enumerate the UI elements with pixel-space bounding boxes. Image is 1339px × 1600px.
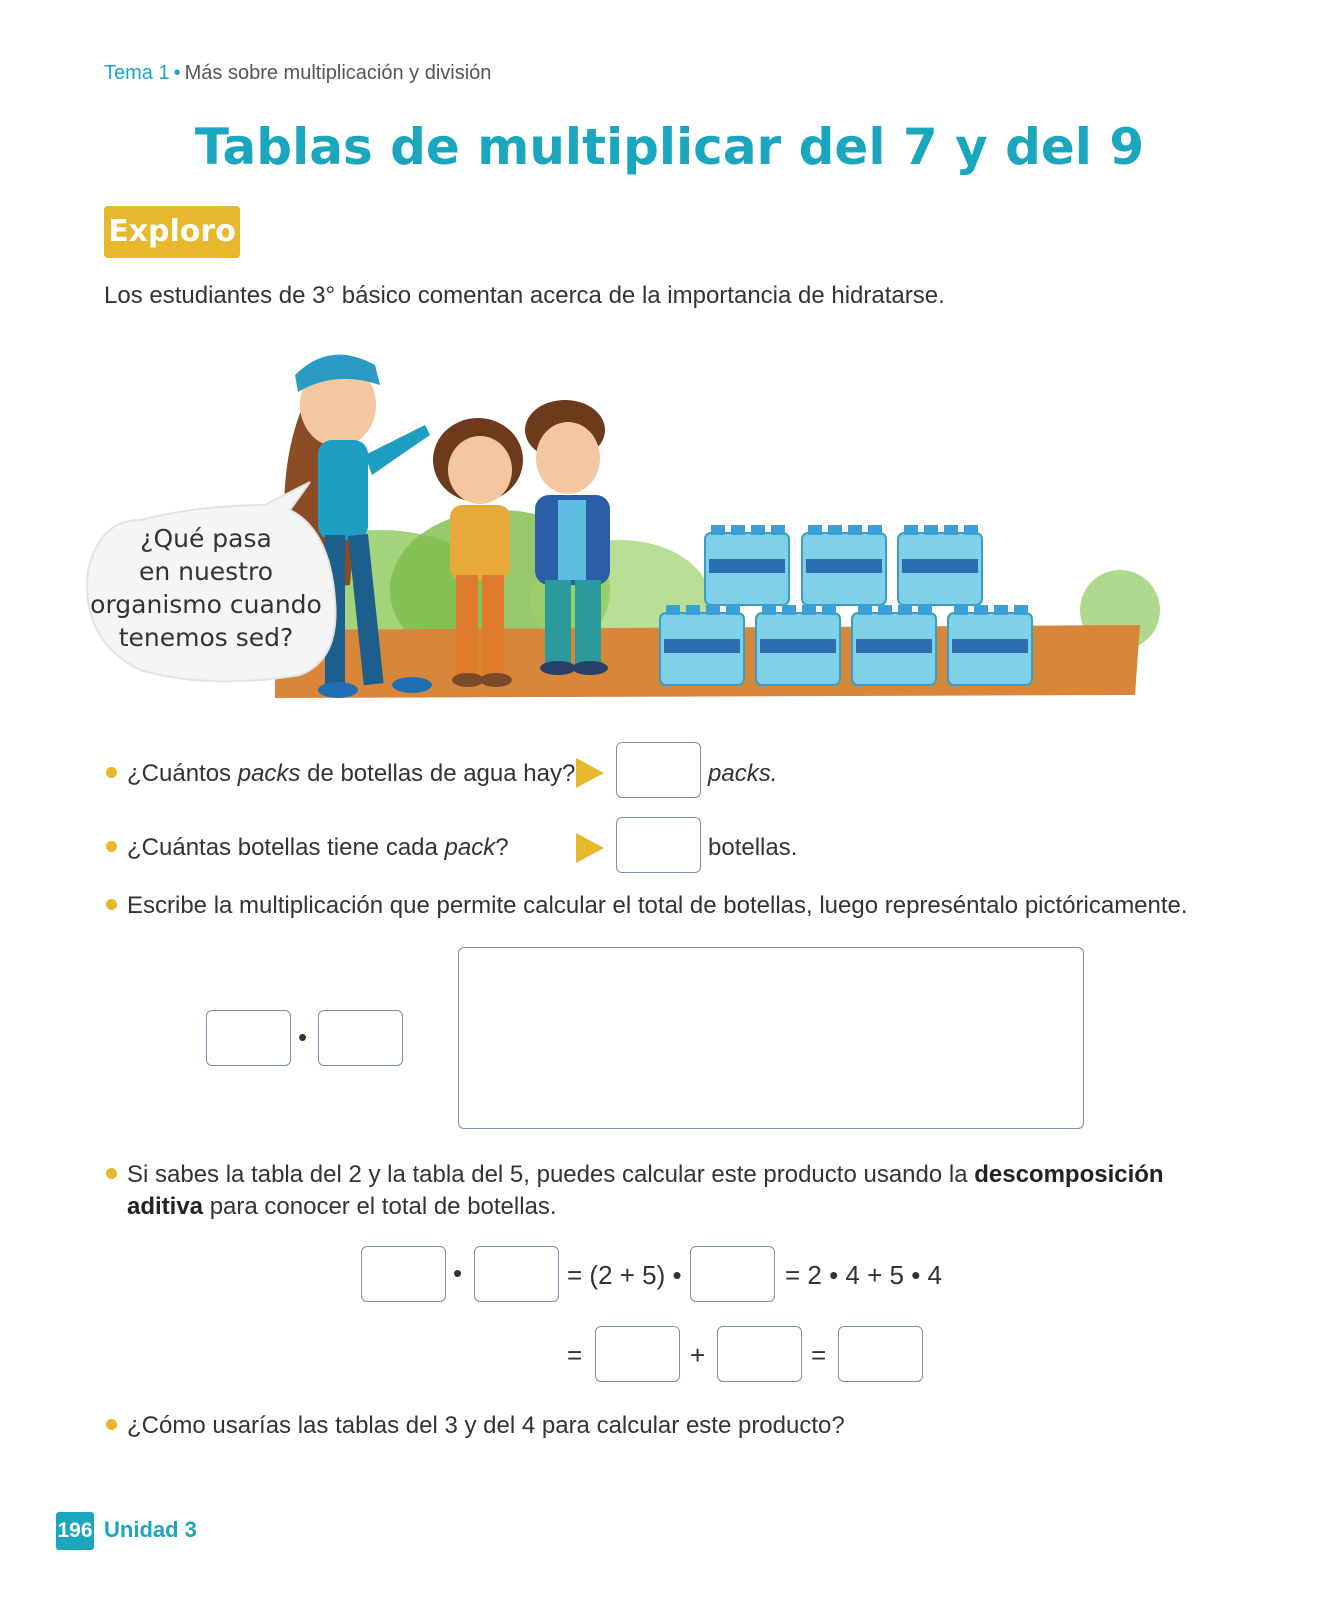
bullet-separator: • [173, 62, 181, 84]
question-bottles [106, 834, 509, 862]
question-italic: pack [444, 834, 496, 861]
answer-box-bottles[interactable] [616, 817, 701, 873]
question-bold: descomposición [974, 1161, 1164, 1188]
bullet-dot [106, 1419, 117, 1430]
bullet-dot [106, 841, 117, 852]
topic-breadcrumb [104, 62, 491, 85]
question-italic: packs [237, 760, 301, 787]
question-text: para conocer el total de botellas. [203, 1193, 557, 1220]
answer-box-packs[interactable] [616, 742, 701, 798]
equals-sign: = [567, 1340, 583, 1370]
factor-box-2[interactable] [318, 1010, 403, 1066]
mult-dot: • [298, 1022, 308, 1052]
bullet-dot [106, 1168, 117, 1179]
plus-sign: + [690, 1340, 706, 1370]
hydration-illustration [80, 330, 1190, 730]
speech-line-1: ¿Qué pasa [140, 524, 272, 553]
answer-unit: packs. [708, 760, 778, 787]
eq-box-4[interactable] [595, 1326, 680, 1382]
pack [756, 605, 840, 685]
page-number: 196 [56, 1512, 94, 1550]
page-title: Tablas de multiplicar del 7 y del 9 [194, 118, 1145, 176]
pack [852, 605, 936, 685]
arrow-icon [576, 833, 604, 863]
question-bold: aditiva [127, 1193, 204, 1220]
question-text: ¿Cómo usarías las tablas del 3 y del 4 para calcular este producto? [127, 1412, 845, 1439]
eq-box-3[interactable] [690, 1246, 775, 1302]
eq-box-6[interactable] [838, 1326, 923, 1382]
drawing-area[interactable] [458, 947, 1084, 1129]
speech-line-2: en nuestro [138, 557, 274, 586]
topic-subtitle: Más sobre multiplicación y división [184, 62, 492, 84]
question-packs [106, 760, 575, 788]
question-text: Si sabes la tabla del 2 y la tabla del 5, puedes calcular este producto usando la [127, 1161, 975, 1188]
question-decomposition [106, 1159, 1186, 1223]
arrow-icon [576, 758, 604, 788]
unit-label: Unidad 3 [104, 1517, 197, 1542]
eq-box-2[interactable] [474, 1246, 559, 1302]
question-text: de botellas de agua hay? [300, 760, 576, 787]
equals-sign: = [811, 1340, 827, 1370]
pack [660, 605, 744, 685]
bullet-dot [106, 767, 117, 778]
question-text: ? [495, 834, 509, 861]
topic-label: Tema 1 [104, 62, 170, 84]
section-label: Exploro [104, 206, 240, 258]
question-text: Escribe la multiplicación que permite calcular el total de botellas, luego represéntalo pictóricamente. [127, 892, 1188, 919]
bullet-dot [106, 899, 117, 910]
speech-line-4: tenemos sed? [118, 623, 294, 652]
eq-part-1: = (2 + 5) • [567, 1260, 682, 1290]
question-text: ¿Cuántas botellas tiene cada [127, 834, 445, 861]
pack [705, 525, 789, 605]
answer-unit: botellas. [708, 834, 798, 861]
pack [948, 605, 1032, 685]
intro-text: Los estudiantes de 3° básico comentan acerca de la importancia de hidratarse. [104, 282, 945, 309]
speech-line-3: organismo cuando [90, 590, 322, 619]
mult-dot: • [453, 1258, 463, 1288]
eq-box-5[interactable] [717, 1326, 802, 1382]
eq-part-2: = 2 • 4 + 5 • 4 [785, 1260, 942, 1290]
factor-box-1[interactable] [206, 1010, 291, 1066]
pack [802, 525, 886, 605]
question-tables-3-4 [106, 1412, 845, 1440]
question-text: ¿Cuántos [127, 760, 238, 787]
question-multiplication [106, 892, 1188, 920]
eq-box-1[interactable] [361, 1246, 446, 1302]
pack [898, 525, 982, 605]
